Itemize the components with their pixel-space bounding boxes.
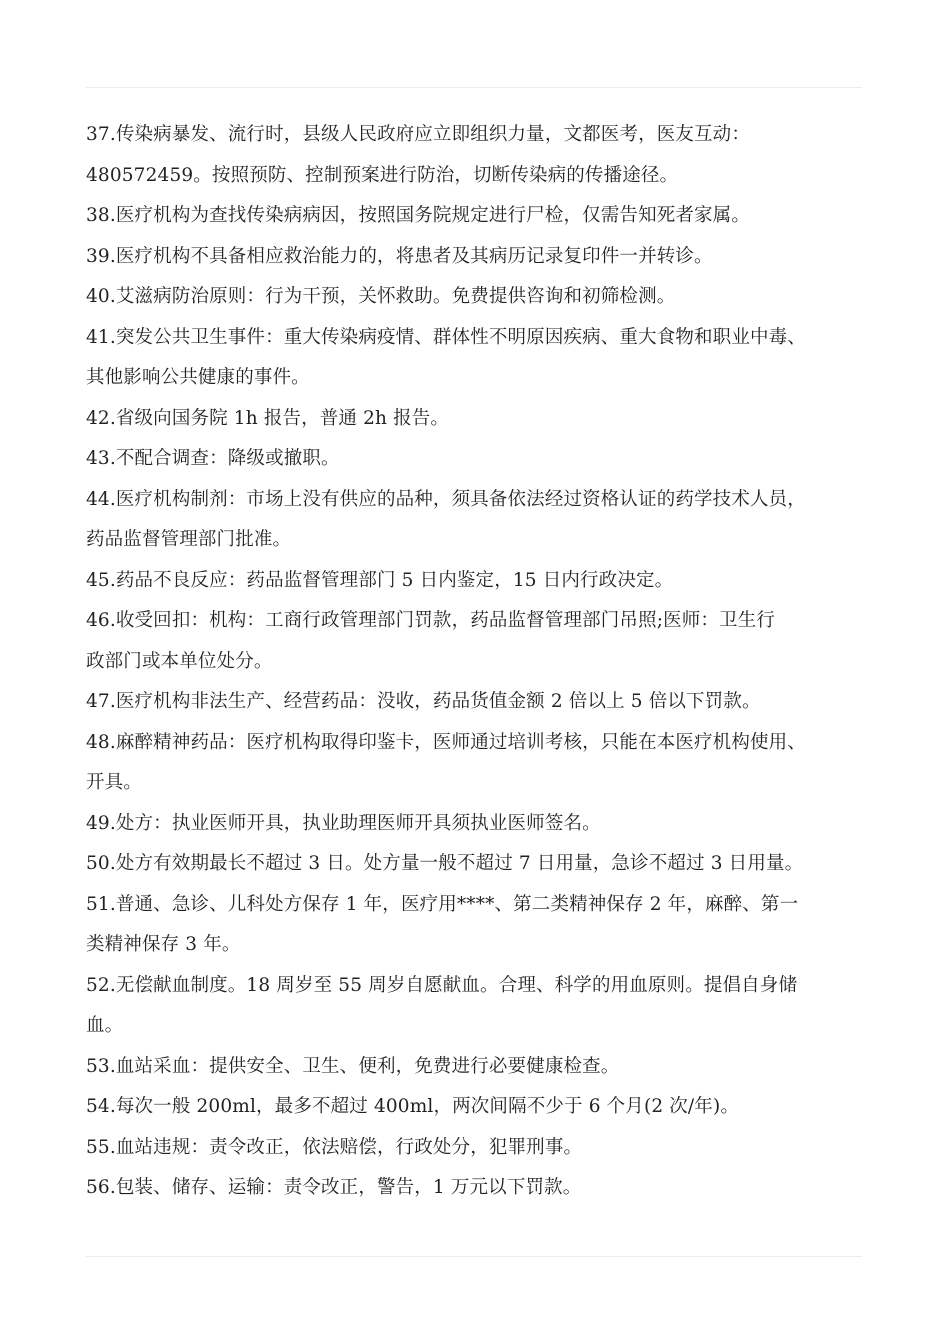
- text-line: 血。: [86, 1015, 124, 1036]
- text-line: 47.医疗机构非法生产、经营药品：没收，药品货值金额 2 倍以上 5 倍以下罚款。: [86, 691, 761, 712]
- text-line: 37.传染病暴发、流行时，县级人民政府应立即组织力量，文都医考，医友互动：: [86, 124, 750, 145]
- text-line: 40.艾滋病防治原则：行为干预，关怀救助。免费提供咨询和初筛检测。: [86, 286, 676, 307]
- text-line: 类精神保存 3 年。: [86, 934, 241, 955]
- text-line: 开具。: [86, 772, 142, 793]
- text-line: 44.医疗机构制剂：市场上没有供应的品种，须具备依法经过资格认证的药学技术人员，: [86, 488, 806, 510]
- text-line: 56.包装、储存、运输：责令改正，警告，1 万元以下罚款。: [86, 1177, 582, 1198]
- bottom-divider: [86, 1256, 862, 1257]
- text-line: 54.每次一般 200ml，最多不超过 400ml，两次间隔不少于 6 个月(2 次/年)。: [86, 1096, 739, 1117]
- text-line: 政部门或本单位处分。: [86, 650, 273, 672]
- text-line: 55.血站违规：责令改正，依法赔偿，行政处分，犯罪刑事。: [86, 1136, 583, 1158]
- text-line: 39.医疗机构不具备相应救治能力的，将患者及其病历记录复印件一并转诊。: [86, 245, 713, 267]
- text-line: 52.无偿献血制度。18 周岁至 55 周岁自愿献血。合理、科学的用血原则。提倡自身储: [86, 974, 798, 996]
- text-line: 其他影响公共健康的事件。: [86, 367, 310, 388]
- text-line: 45.药品不良反应：药品监督管理部门 5 日内鉴定，15 日内行政决定。: [86, 569, 674, 591]
- text-line: 48.麻醉精神药品：医疗机构取得印鉴卡，医师通过培训考核，只能在本医疗机构使用、: [86, 731, 806, 753]
- text-line: 480572459。按照预防、控制预案进行防治，切断传染病的传播途径。: [86, 164, 679, 186]
- text-line: 41.突发公共卫生事件：重大传染病疫情、群体性不明原因疾病、重大食物和职业中毒、: [86, 326, 806, 348]
- text-line: 53.血站采血：提供安全、卫生、便利，免费进行必要健康检查。: [86, 1055, 620, 1077]
- text-line: 50.处方有效期最长不超过 3 日。处方量一般不超过 7 日用量，急诊不超过 3 日用量。: [86, 853, 804, 874]
- top-divider: [86, 87, 862, 88]
- document-body: [86, 115, 866, 1209]
- text-line: 49.处方：执业医师开具，执业助理医师开具须执业医师签名。: [86, 812, 601, 834]
- text-line: 43.不配合调查：降级或撤职。: [86, 448, 340, 469]
- text-line: 38.医疗机构为查找传染病病因，按照国务院规定进行尸检，仅需告知死者家属。: [86, 205, 750, 226]
- text-line: 42.省级向国务院 1h 报告，普通 2h 报告。: [86, 407, 450, 429]
- text-line: 46.收受回扣：机构：工商行政管理部门罚款，药品监督管理部门吊照;医师：卫生行: [86, 610, 776, 631]
- text-line: 51.普通、急诊、儿科处方保存 1 年，医疗用****、第二类精神保存 2 年，麻醉、第一: [86, 893, 799, 915]
- text-line: 药品监督管理部门批准。: [86, 529, 292, 550]
